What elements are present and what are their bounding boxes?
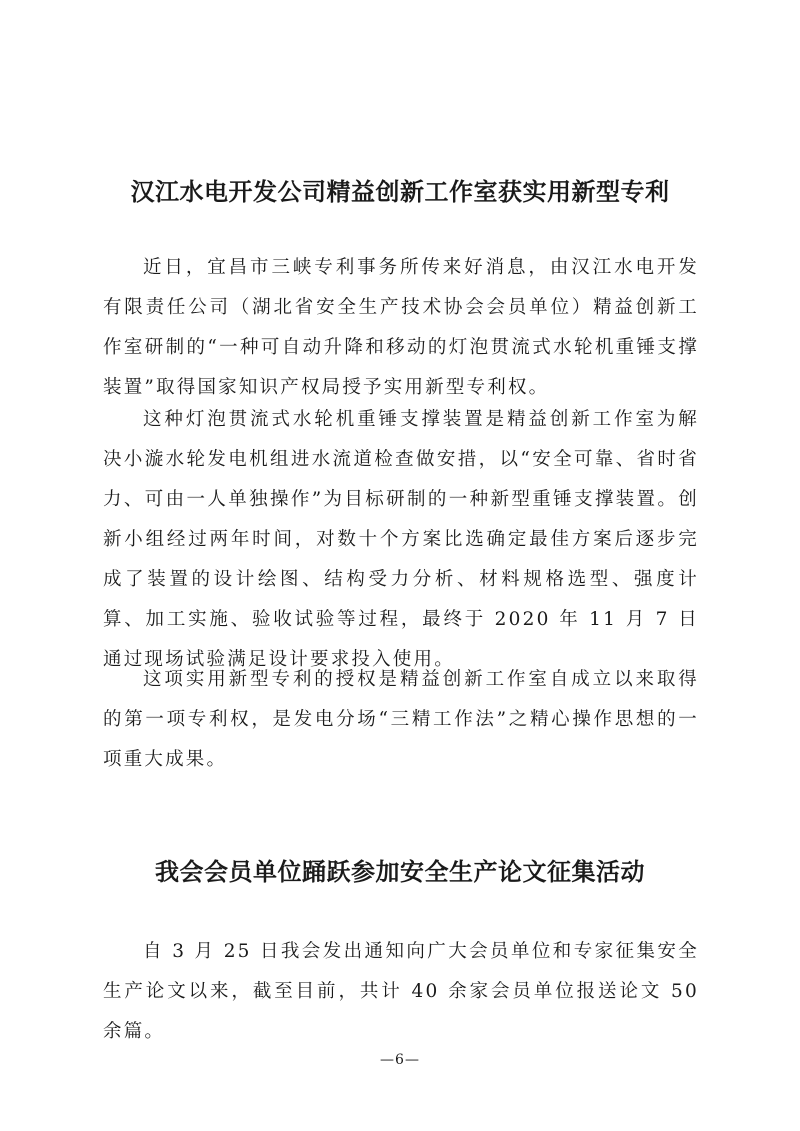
article-1-title: 汉江水电开发公司精益创新工作室获实用新型专利 <box>130 178 670 206</box>
article-1-paragraph-2: 这种灯泡贯流式水轮机重锤支撑装置是精益创新工作室为解决小漩水轮发电机组进水流道检查做安措，以“安全可靠、省时省力、可由一人单独操作”为目标研制的一种新型重锤支撑装置。创新小组经过两年时间，对数十个方案比选确定最佳方案后逐步完成了装置的设计绘图、结构受力分析、材料规格选型、强度计算、加工实施、验收试验等过程，最终于 2020 年 11 月 7 日通过现场试验满足设计要求投入使用。 <box>103 409 699 670</box>
article-2-paragraph-1: 自 3 月 25 日我会发出通知向广大会员单位和专家征集安全生产论文以来，截至目前，共计 40 余家会员单位报送论文 50 余篇。 <box>103 941 699 1042</box>
article-1-paragraph-1: 近日，宜昌市三峡专利事务所传来好消息，由汉江水电开发有限责任公司（湖北省安全生产技术协会会员单位）精益创新工作室研制的“一种可自动升降和移动的灯泡贯流式水轮机重锤支撑装置”取得国家知识产权局授予实用新型专利权。 <box>103 257 699 398</box>
article-2-title: 我会会员单位踊跃参加安全生产论文征集活动 <box>155 858 645 886</box>
article-1-paragraph-3: 这项实用新型专利的授权是精益创新工作室自成立以来取得的第一项专利权，是发电分场“三精工作法”之精心操作思想的一项重大成果。 <box>103 669 699 770</box>
page-number: —6— <box>380 1052 420 1068</box>
